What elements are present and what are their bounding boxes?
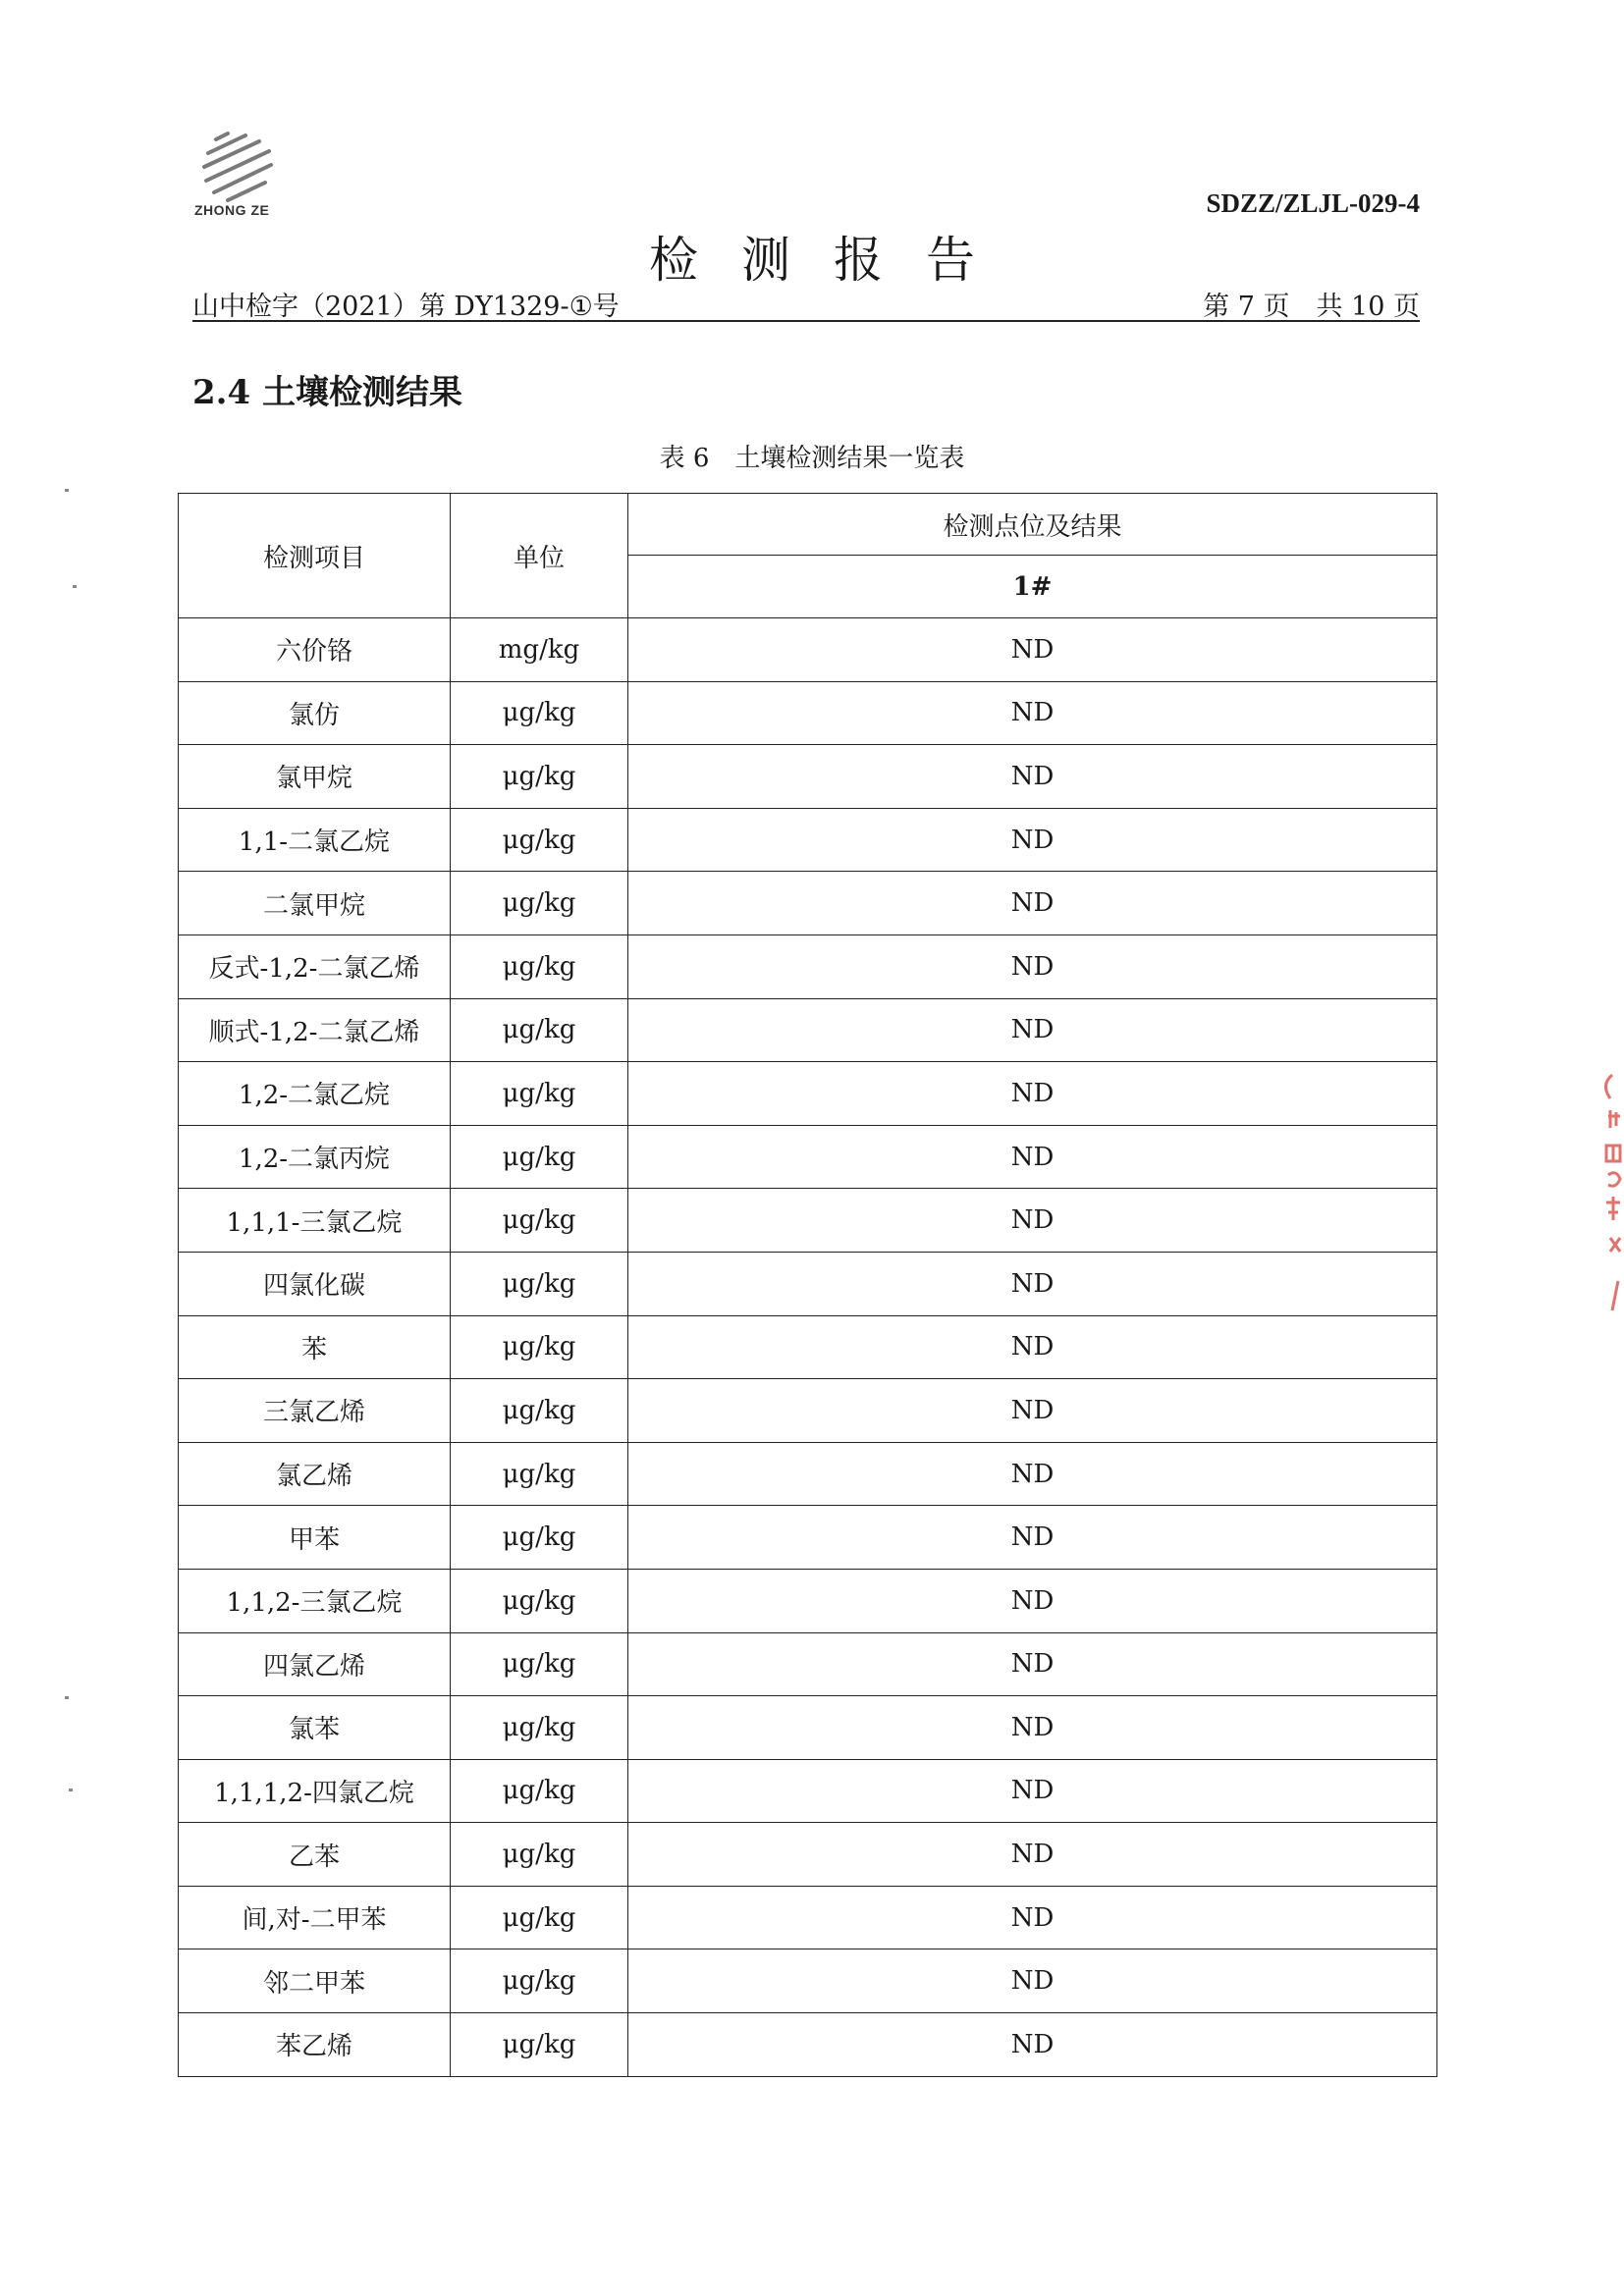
cell-unit: μg/kg	[451, 745, 628, 809]
page-info: 第 7 页 共 10 页	[1203, 292, 1420, 322]
cell-result: ND	[628, 1252, 1437, 1315]
table-row	[179, 1315, 1437, 1379]
cell-unit: μg/kg	[451, 1379, 628, 1443]
cell-unit: μg/kg	[451, 1759, 628, 1823]
cell-item: 反式-1,2-二氯乙烯	[179, 934, 451, 998]
cell-result: ND	[628, 1125, 1437, 1189]
cell-item: 氯仿	[179, 681, 451, 745]
table-row	[179, 1886, 1437, 1949]
cell-item: 苯乙烯	[179, 2013, 451, 2077]
table-row	[179, 998, 1437, 1062]
cell-result: ND	[628, 998, 1437, 1062]
table-row	[179, 1949, 1437, 2013]
cell-result: ND	[628, 1379, 1437, 1443]
header-unit: 单位	[451, 494, 628, 618]
table-row	[179, 618, 1437, 682]
cell-unit: μg/kg	[451, 1886, 628, 1949]
cell-result: ND	[628, 1759, 1437, 1823]
report-header-line	[192, 285, 1420, 323]
cell-item: 1,1,1,2-四氯乙烷	[179, 1759, 451, 1823]
table-row	[179, 1759, 1437, 1823]
cell-result: ND	[628, 1696, 1437, 1760]
cell-item: 苯	[179, 1315, 451, 1379]
header-point: 1#	[628, 556, 1437, 618]
cell-unit: μg/kg	[451, 681, 628, 745]
cell-unit: μg/kg	[451, 1506, 628, 1570]
cell-item: 1,1,2-三氯乙烷	[179, 1569, 451, 1632]
cell-result: ND	[628, 1062, 1437, 1126]
cell-item: 1,1-二氯乙烷	[179, 808, 451, 872]
cell-unit: μg/kg	[451, 1696, 628, 1760]
cell-unit: μg/kg	[451, 1569, 628, 1632]
cell-result: ND	[628, 1442, 1437, 1506]
cell-unit: mg/kg	[451, 618, 628, 682]
cell-item: 1,2-二氯丙烷	[179, 1125, 451, 1189]
cell-result: ND	[628, 1189, 1437, 1253]
cell-result: ND	[628, 872, 1437, 935]
cell-result: ND	[628, 1506, 1437, 1570]
table-row	[179, 1823, 1437, 1887]
cell-unit: μg/kg	[451, 1632, 628, 1696]
table-row	[179, 1379, 1437, 1443]
cell-item: 三氯乙烯	[179, 1379, 451, 1443]
cell-result: ND	[628, 2013, 1437, 2077]
soil-results-table	[178, 493, 1437, 2077]
cell-result: ND	[628, 1949, 1437, 2013]
section-title: 2.4 土壤检测结果	[192, 373, 462, 412]
table-row	[179, 745, 1437, 809]
cell-result: ND	[628, 618, 1437, 682]
cell-result: ND	[628, 1315, 1437, 1379]
cell-unit: μg/kg	[451, 934, 628, 998]
cell-unit: μg/kg	[451, 872, 628, 935]
cell-item: 甲苯	[179, 1506, 451, 1570]
cell-unit: μg/kg	[451, 1315, 628, 1379]
table-row	[179, 1125, 1437, 1189]
cell-item: 四氯乙烯	[179, 1632, 451, 1696]
table-row	[179, 872, 1437, 935]
table-row	[179, 1632, 1437, 1696]
report-title: 检测报告	[649, 232, 1018, 289]
cell-item: 六价铬	[179, 618, 451, 682]
header-divider	[192, 320, 1420, 322]
cell-item: 1,1,1-三氯乙烷	[179, 1189, 451, 1253]
cell-item: 二氯甲烷	[179, 872, 451, 935]
cell-unit: μg/kg	[451, 1189, 628, 1253]
cell-result: ND	[628, 808, 1437, 872]
cell-unit: μg/kg	[451, 1125, 628, 1189]
header-group: 检测点位及结果	[628, 494, 1437, 556]
cell-unit: μg/kg	[451, 2013, 628, 2077]
cell-result: ND	[628, 934, 1437, 998]
table-row	[179, 1252, 1437, 1315]
seal-stamp-fragment	[1591, 1065, 1624, 1320]
scan-speck	[69, 1789, 73, 1791]
table-caption: 表 6 土壤检测结果一览表	[659, 444, 965, 473]
scan-speck	[73, 585, 77, 588]
cell-unit: μg/kg	[451, 998, 628, 1062]
cell-result: ND	[628, 745, 1437, 809]
cell-item: 间,对-二甲苯	[179, 1886, 451, 1949]
cell-result: ND	[628, 1823, 1437, 1887]
document-code: SDZZ/ZLJL-029-4	[1206, 188, 1420, 218]
cell-item: 氯乙烯	[179, 1442, 451, 1506]
cell-unit: μg/kg	[451, 808, 628, 872]
cell-unit: μg/kg	[451, 1062, 628, 1126]
cell-result: ND	[628, 1632, 1437, 1696]
cell-item: 氯甲烷	[179, 745, 451, 809]
table-row	[179, 1506, 1437, 1570]
cell-result: ND	[628, 1569, 1437, 1632]
table-row	[179, 1569, 1437, 1632]
table-row	[179, 1189, 1437, 1253]
cell-item: 1,2-二氯乙烷	[179, 1062, 451, 1126]
table-row	[179, 681, 1437, 745]
cell-item: 四氯化碳	[179, 1252, 451, 1315]
scan-speck	[65, 489, 69, 492]
table-row	[179, 2013, 1437, 2077]
cell-unit: μg/kg	[451, 1949, 628, 2013]
cell-result: ND	[628, 1886, 1437, 1949]
cell-item: 乙苯	[179, 1823, 451, 1887]
table-row	[179, 808, 1437, 872]
report-number: 山中检字（2021）第 DY1329-①号	[192, 292, 620, 322]
header-item: 检测项目	[179, 494, 451, 618]
cell-item: 邻二甲苯	[179, 1949, 451, 2013]
table-row	[179, 934, 1437, 998]
cell-unit: μg/kg	[451, 1442, 628, 1506]
cell-unit: μg/kg	[451, 1823, 628, 1887]
cell-item: 顺式-1,2-二氯乙烯	[179, 998, 451, 1062]
cell-result: ND	[628, 681, 1437, 745]
cell-item: 氯苯	[179, 1696, 451, 1760]
table-row	[179, 1696, 1437, 1760]
logo-text: ZHONG ZE	[194, 202, 270, 218]
table-row	[179, 1442, 1437, 1506]
cell-unit: μg/kg	[451, 1252, 628, 1315]
table-row	[179, 1062, 1437, 1126]
scan-speck	[65, 1696, 69, 1699]
